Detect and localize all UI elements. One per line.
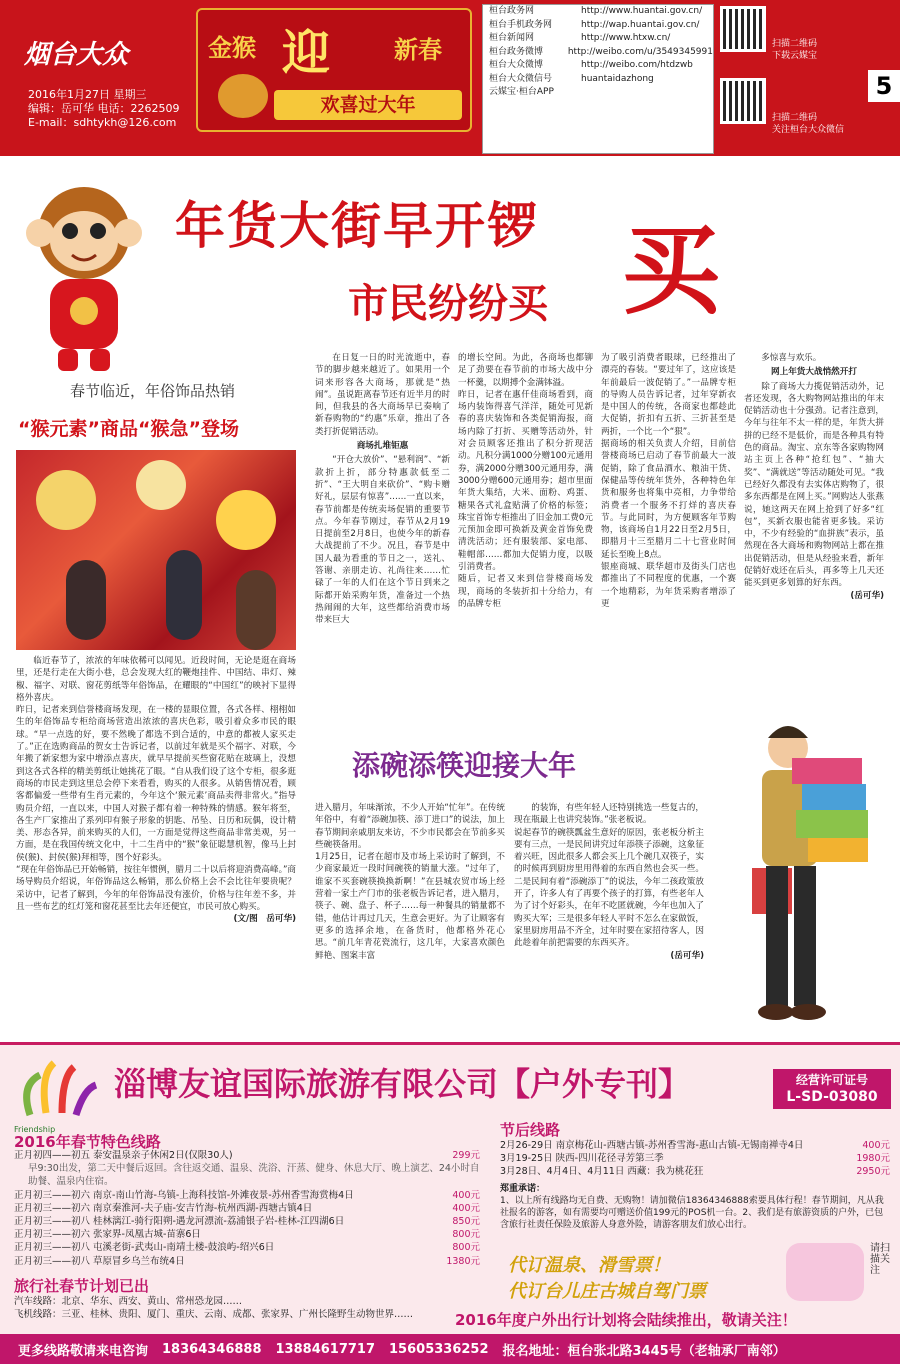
route-row[interactable]: 2月26-29日 南京梅花山-西塘古镇-苏州香雪海-惠山古镇-无锡南禅寺4日 400元 [500, 1140, 890, 1151]
route-row[interactable]: 正月初三——初八 屯溪老街-武夷山-南靖土楼-鼓浪屿-绍兴6日 800元 [14, 1242, 480, 1254]
scan-follow-label: 请扫描关注 [870, 1243, 890, 1276]
phone-3[interactable]: 15605336252 [389, 1341, 489, 1357]
issue-date: 2016年1月27日 星期三 [28, 88, 147, 101]
issue-meta [28, 88, 180, 130]
route-row[interactable]: 3月28日、4月4日、4月11日 西藏：我为桃花狂 2950元 [500, 1166, 890, 1178]
friendship-hand-logo-icon [10, 1055, 108, 1125]
phone-1[interactable]: 18364346888 [162, 1341, 262, 1357]
spring-routes [14, 1149, 480, 1268]
route-row[interactable]: 正月初三——初六 张家界-凤凰古城-苗寨6日 800元 [14, 1229, 480, 1241]
headline-second: 市民纷纷买 [348, 280, 548, 327]
plan-section-title: 旅行社春节计划已出 [14, 1277, 150, 1295]
friendship-logo-text: Friendship [14, 1125, 56, 1134]
license-number: L-SD-03080 [786, 1089, 878, 1105]
qr-code-icon[interactable] [720, 78, 766, 124]
link-row[interactable]: 桓台大众微信号 huantaidazhong [489, 73, 654, 84]
route-row[interactable]: 正月初三——初八 草原冒乡乌兰布统4日 1380元 [14, 1255, 480, 1267]
website-links [482, 4, 714, 154]
license-label: 经营许可证号 [795, 1073, 868, 1087]
hot-spring-ski-note: 代订温泉、滑雪票！ [508, 1255, 670, 1276]
col5-text-b: 除了商场大力揽促销活动外，记者还发现，各大购物网站推出的年末促销活动也十分强劲。记者注意到，今年与往年不太一样的是，年货大拼拼的已经不是低价，而是各种具有特色的商品。淘宝、京东等各家购物网站主页上各种“抢红包”、“抽大奖”、“满就送”等活动随处可见。“我已经好久都没有去实体店购物了，很多东西都是在网上买。”网购达人张燕说，她这两天在网上抢到了好多“红包”，买新衣服也能省更多钱。采访中，不少有经验的“血拼族”表示，虽然现在各大商场和购物网站上都在推出促销活动，但是从经验来看，新年促销好戏还在后头，再多等上几天还能买到更多划算的好东西。 [744, 381, 884, 589]
byline: (文/图 岳可华) [233, 914, 296, 925]
editor-email: E-mail：sdhtykh@126.com [28, 116, 177, 129]
banner-welcome: 迎 [282, 25, 331, 81]
page-header [0, 0, 900, 156]
new-year-banner [196, 8, 472, 132]
signup-address: 报名地址：桓台张北路3445号（老轴承厂南邻） [502, 1343, 786, 1359]
promise-title: 郑重承诺： [500, 1184, 546, 1194]
article-col-5 [744, 352, 884, 698]
route-row[interactable]: 正月初三——初八 桂林漓江-骑行阳朔-遇龙河漂流-荔浦银子岩-桂林-江四湖6日 850元 [14, 1216, 480, 1228]
col1-text: 临近春节了，浓浓的年味依稀可以闻见。近段时间，无论是逛在商场里，还是行走在大街小巷，总会发现大红的鞭炮挂件、中国结、串灯、辣椒、福字、对联、窗花剪纸等年俗饰品，在耀眼的“中国红”的映衬下显得格外喜庆。 昨日，记者来到信誉楼商场发现，在一楼的显眼位置，各式各样、栩栩如生的年俗饰品专柜给商场营造出浓浓的喜庆色彩，吸引着众多市民的眼球。“早一点选的好，要不然晚了都选不到合适的，中意的都被人家买走了。”正在选购商品的贺女士告诉记者，以前过年就是买个福字、对联，今年搬了新家想为家中增添点喜庆，就早早提前买些窗花贴在玻璃上，没想到这各式各样的精美剪纸让她挑花了眼。“自从我们设了这个专柜，很多逛商场的市民走到这里总会停下来看看，购买的人很多。从销售情况看，顾客都偏爱一些带有生肖元素的，今年这个‘猴元素’商品卖得非常火。”指导购员介绍，一直以来，中国人对猴子都有着一种特殊的情感。猴年将至，各生产厂家推出了系列印有猴子形象的钥匙、吊坠、日历和玩偶，设计精美、形态各异，前来购买的人们，一方面是觉得这些商品非常美观，另一方面，是在我国传统文化中，十二生肖中的“猴”象征聪慧机智，像马上封侯(猴)、封侯(猴)拜相等，图个好彩头。 “现在年俗饰品已开始畅销，按往年惯例，腊月二十以后将迎消费高峰。”商场导购员介绍说，年俗饰品这么畅销，那么价格上会不会比往年要贵呢？采访中，记者了解到，今年的年俗饰品没有涨价，价格与往年差不多，并且一些布艺的红灯笼和窗花甚至比去年还便宜，市民可放心购买。 [16, 656, 296, 912]
plan-lines [14, 1295, 480, 1321]
car-routes: 汽车线路：北京、华东、西安、黄山、常州恐龙园…… [14, 1296, 243, 1307]
link-row[interactable]: 桓台政务微博 http://weibo.com/u/3549345991 [489, 46, 713, 57]
qr-caption-wechat: 扫描二维码 关注桓台大众微信 [772, 113, 845, 135]
link-row[interactable]: 桓台政务网 http://www.huantai.gov.cn/ [489, 6, 703, 16]
right-section-title: 节后线路 [500, 1121, 561, 1139]
banner-happy-year: 欢喜过大年 [274, 90, 462, 120]
page-number: 5 [868, 70, 900, 102]
market-photo [16, 450, 296, 650]
col5-subhead: 网上年货大战悄然开打 [771, 367, 857, 378]
pink-car-qr-icon[interactable] [786, 1243, 864, 1301]
newspaper-logo: 烟台大众 [24, 40, 129, 70]
article-col-2 [315, 352, 450, 698]
route-row[interactable]: 正月初三——初六 南京-南山竹海-乌镇-上海科技馆-外滩夜景-苏州香雪海赏梅4日 400元 [14, 1189, 480, 1201]
section-bowls-headline: 添碗添筷迎接大年 [352, 749, 577, 782]
taierzhuang-note: 代订台儿庄古城自驾门票 [508, 1281, 706, 1302]
article-col-3: 的增长空间。为此，各商场也都铆足了劲要在春节前的市场大战中分一杯羹，以期搏个金满钵溢。 昨日，记者在惠仟佳商场看到，商场内装饰得喜气洋洋，随处可见新春的喜庆装饰和各类促销海报，商场内除了打折、买赠等活动外，针对会员顾客还推出了积分折现活动。凡积分满1000分赠100元通用券，满2000分赠300元通用券，满3000分赠600元通用券；超市里面年货大集结，大米、面粉、鸡蛋、糖果各式礼盒贴满了价格的标签；珠宝首饰专柜推出了旧金加工费0元元预加金即可换新及黄金首饰免费清洗活动；还有服装部、家电部、鞋帽部……都加大促销力度，以吸引消费者。 随后，记者又来到信誉楼商场发现，商场的冬装折扣十分给力，有的品牌专柜 [458, 353, 593, 609]
col2-text-b: “开仓大放价”、“悬利润”、“新款折上折，部分特惠款低至二折”、“王大明自来砍价”、“购卡赠好礼，层层有惊喜”……一直以来，春节前都是传统卖场促销的重要节点。今年春节刚过，春节从2月19日提前至2月8日，也使今年的新春大战提前了不少。况且，春节是中国人最为看重的节日之一，送礼、答谢、亲朋走访、礼尚往来……忙碌了一年的人们在这个节日到来之际都开始采购年货，准备过一个热热闹闹的大年，这些都给消费市场带来巨大 [315, 455, 450, 626]
after-holiday-routes [500, 1139, 890, 1179]
col2-subhead: 商场扎堆钜惠 [356, 441, 409, 452]
editor-line: 编辑：岳可华 电话：2262509 [28, 102, 180, 115]
link-row[interactable]: 桓台手机政务网 http://wap.huantai.gov.cn/ [489, 19, 700, 30]
route-row[interactable]: 正月初三——初六 南京秦淮河-夫子庙-安吉竹海-杭州西湖-西塘古镇4日 400元 [14, 1202, 480, 1214]
banner-gold-monkey: 金猴 [208, 34, 256, 62]
headline-main: 年货大街早开锣 [175, 196, 539, 255]
flight-routes: 飞机线路：三亚、桂林、贵阳、厦门、重庆、云南、成都、张家界、广州长隆野生动物世界…… [14, 1309, 414, 1321]
phone-label: 更多线路敬请来电咨询 [18, 1343, 149, 1359]
left-section-title: 2016年春节特色线路 [14, 1133, 161, 1151]
byline: (岳可华) [850, 590, 884, 601]
qr-code-icon[interactable] [720, 6, 766, 52]
agency-title: 淄博友谊国际旅游有限公司【户外专刊】 [114, 1065, 691, 1103]
col5-text: 多惊喜与欢乐。 [761, 353, 822, 363]
outdoor-plan-note: 2016年度户外出行计划将会陆续推出，敬请关注！ [455, 1311, 797, 1329]
promise-text: 1、以上所有线路均无自费、无购物！请加微信18364346888索要具体行程！春节期间，凡从我社报名的游客，如有需要均可赠送价值199元的POS机一台。2、我们是有旅游资质的户外，已包含旅行社责任保险及旅游人身意外险，请游客朋友们放心出行。 [500, 1196, 884, 1230]
subhead-festive: 春节临近，年俗饰品热销 [70, 382, 236, 400]
qr-caption-app: 扫描二维码 下载云媒宝 [772, 39, 818, 61]
article-col-1 [16, 655, 296, 1018]
article-col-4: 为了吸引消费者眼球，已经推出了漂亮的春装。“要过年了，这应该是年前最后一波促销了。”一品牌专柜的导购人员告诉记者，过年穿新衣是中国人的传统，各商家也都趁此大促销，折扣有五折、三折甚至是两折，一个比一个“狠”。 据商场的相关负责人介绍，目前信誉楼商场已启动了春节前最大一波促销，除了食品酒水、粮油干货、保健品等传统年货外，各种特色年货和服务也将集中亮相，力争带给消费者一个服务不打烊的喜庆春节。与此同时，为方便顾客年节购物，该商场自1月22日至2月5日，即腊月十三至腊月二十七营业时间延长至晚上8点。 银座商城、联华超市及街头门店也都推出了不同程度的优惠，一个赛一个地精彩，为年货采购者增添了更 [601, 353, 736, 609]
banner-new-spring: 新春 [394, 36, 442, 64]
bowls-col-1: 进入腊月，年味渐浓，不少人开始“忙年”。在传统年俗中，有着“添碗加筷、添丁进口”的说法，加上春节期间亲戚朋友来访，不少市民都会在节前多买些碗筷备用。 1月25日，记者在超市及市场上采访时了解到，不少商家最近一段时间碗筷的销量大涨。“过年了，谁家不买套碗筷换换新啊！”在县城农贸市场上经营着一家土产门市的张老板告诉记者，进入腊月，筷子、碗、盘子、杯子……每一种餐具的销量都不错，他估计再过几天，生意会更好。为了让顾客有更多的选择余地，在备货时，他都格外花心思。“前几年青花瓷流行，这几年，大家喜欢颜色鲜艳、图案丰富 [315, 803, 505, 961]
link-row[interactable]: 桓台大众微博 http://weibo.com/htdzwb [489, 60, 693, 70]
link-row[interactable]: 桓台新闻网 http://www.htxw.cn/ [489, 33, 671, 43]
subhead-monkey-goods: “猴元素”商品“猴急”登场 [18, 418, 239, 440]
col2-text: 在日复一日的时光流逝中，春节的脚步越来越近了。如果用一个词来形容各大商场，那就是“热闹”。虽说距离春节还有近半月的时间，但我县的各大商场早已奏响了新春购物的“约惠”乐章，推出了各类打折促销活动。 [315, 353, 450, 437]
route-note: 早9:30出发，第二天中餐后返回。含往返交通、温泉、洗浴、汗蒸、健身、休息大厅、晚上演艺、24小时自助餐、温泉内住宿。 [28, 1163, 480, 1188]
link-row[interactable]: 云媒宝·桓台APP [489, 87, 554, 97]
promise-block [500, 1183, 890, 1231]
byline: (岳可华) [670, 950, 704, 961]
bowls-text: 的装饰，有些年轻人还特别挑选一些复古的，现在瓶最上也讲究装饰。”张老板说。 说起春节的碗筷瓢盆生意好的原因，张老板分析主要有三点，一是民间讲究过年添筷子添碗，这象征着兴旺，因此很多人都会买上几个碗几双筷子，实的时候再到厨房里用得着的东西自然也会买一些。二是民间有着“添碗添丁”的说法，今年二孩政策放开了，许多人有了再要个孩子的打算，有些老年人为了讨个好彩头，在年不吃匿就碗，今年也加入了购买大军；三是很多年轻人平时不怎么在家做饭，家里厨房用品不齐全，过年时要在家招待客人，因此趁着年前把需要的东西买齐。 [514, 803, 704, 949]
route-row[interactable]: 正月初四——初五 泰安温泉亲子休闲2日(仅限30人) 299元 [14, 1150, 480, 1161]
route-row[interactable]: 3月19-25日 陕西-四川花径寻芳第三季 1980元 [500, 1153, 890, 1165]
contact-bar [0, 1334, 900, 1364]
monkey-mascot-icon [14, 175, 154, 375]
headline-big-char: 买 [622, 213, 721, 328]
banner-monkey-icon [218, 74, 268, 118]
shopper-illustration-icon [732, 708, 890, 1032]
license-box [773, 1069, 891, 1109]
phone-2[interactable]: 13884617717 [275, 1341, 376, 1357]
travel-advertisement [0, 1042, 900, 1361]
bowls-col-2 [514, 802, 704, 1032]
